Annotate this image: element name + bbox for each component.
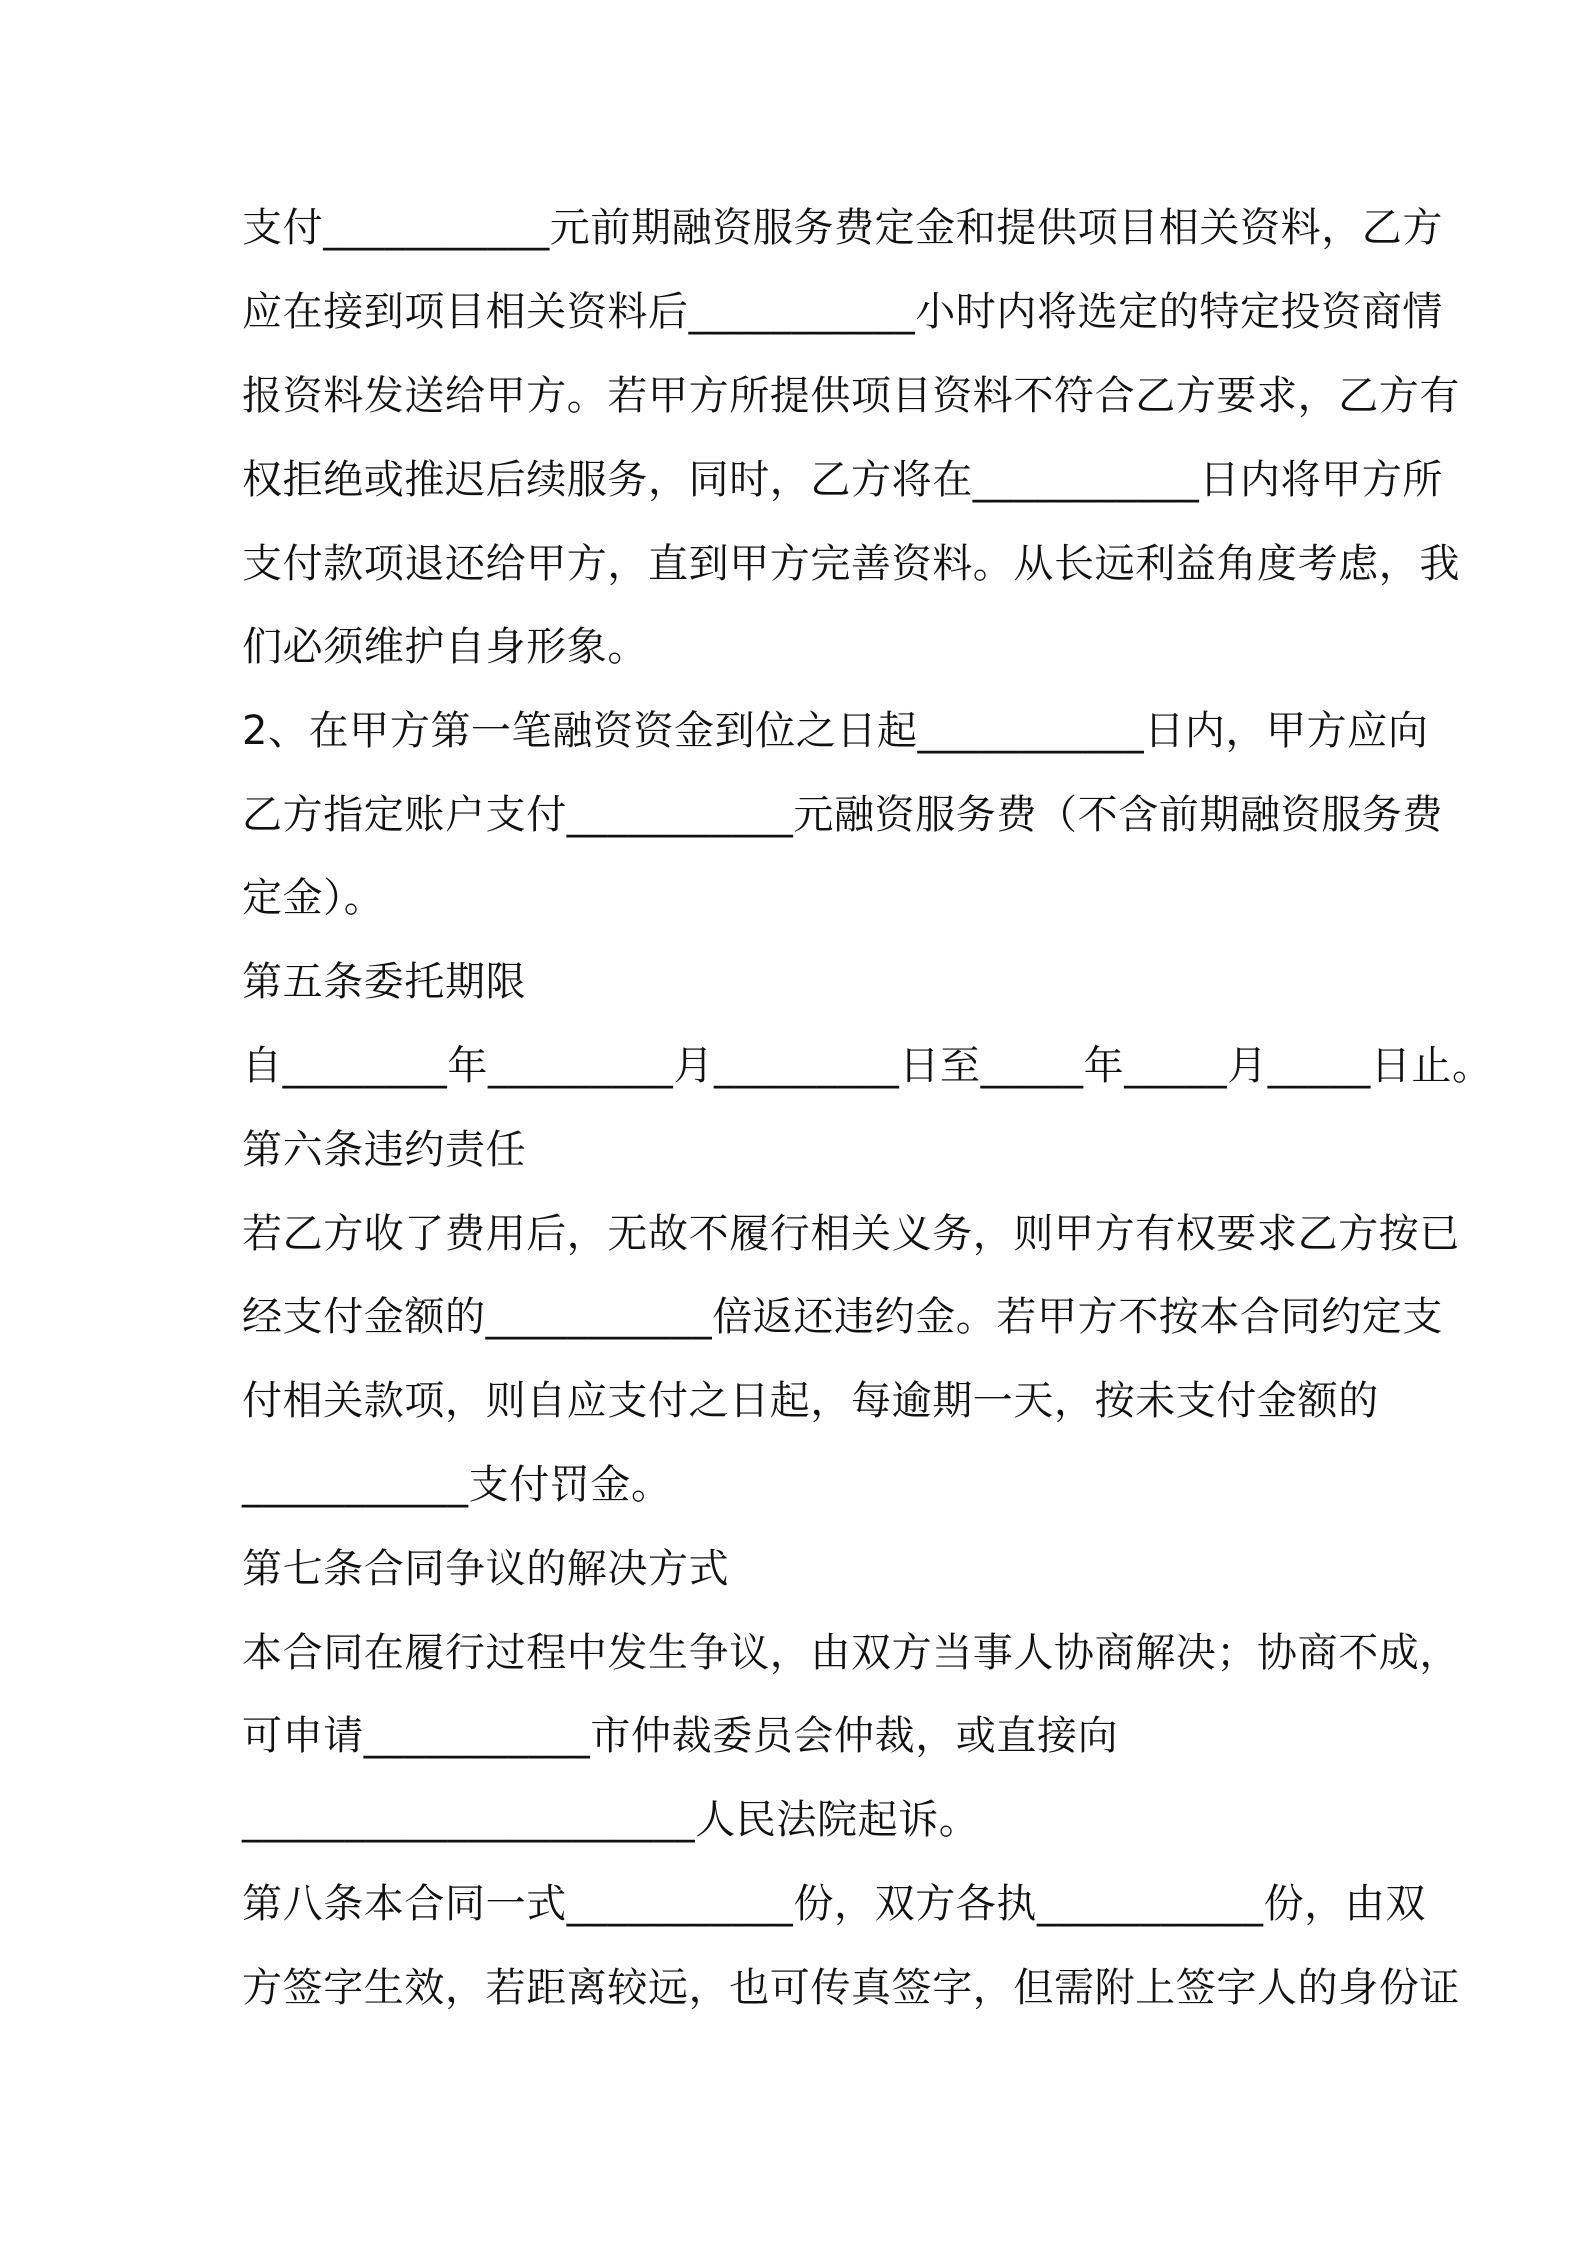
- paragraph-line: ______________________人民法院起诉。: [242, 1797, 980, 1843]
- paragraph-line: 付相关款项，则自应支付之日起，每逾期一天，按未支付金额的: [242, 1378, 1379, 1424]
- paragraph-line: ___________支付罚金。: [242, 1462, 672, 1508]
- paragraph-line: 经支付金额的___________倍返还违约金。若甲方不按本合同约定支: [242, 1294, 1443, 1340]
- section-heading: 第六条违约责任: [242, 1127, 527, 1173]
- paragraph-line: 支付款项退还给甲方，直到甲方完善资料。从长远利益角度考虑，我: [242, 541, 1460, 587]
- paragraph-line: 本合同在履行过程中发生争议，由双方当事人协商解决；协商不成，: [242, 1630, 1460, 1676]
- date-range-line: 自________年_________月_________日至_____年_____月_____日止。: [242, 1043, 1493, 1089]
- clause-line: 乙方指定账户支付___________元融资服务费（不含前期融资服务费: [242, 792, 1443, 838]
- paragraph-line: 报资料发送给甲方。若甲方所提供项目资料不符合乙方要求，乙方有: [242, 373, 1460, 419]
- section-heading: 第七条合同争议的解决方式: [242, 1546, 730, 1592]
- clause-line: 定金）。: [242, 875, 385, 921]
- paragraph-line: 权拒绝或推迟后续服务，同时，乙方将在___________日内将甲方所: [242, 457, 1443, 503]
- paragraph-line: 若乙方收了费用后，无故不履行相关义务，则甲方有权要求乙方按已: [242, 1211, 1460, 1257]
- paragraph-line: 可申请___________市仲裁委员会仲裁，或直接向: [242, 1713, 1119, 1759]
- paragraph-line: 支付___________元前期融资服务费定金和提供项目相关资料，乙方: [242, 205, 1443, 251]
- paragraph-line: 们必须维护自身形象。: [242, 624, 648, 670]
- section-heading: 第八条本合同一式___________份，双方各执___________份，由双: [242, 1881, 1426, 1927]
- section-heading: 第五条委托期限: [242, 959, 527, 1005]
- clause-line: 2、在甲方第一笔融资资金到位之日起___________日内，甲方应向: [242, 708, 1429, 754]
- paragraph-line: 应在接到项目相关资料后___________小时内将选定的特定投资商情: [242, 289, 1443, 335]
- paragraph-line: 方签字生效，若距离较远，也可传真签字，但需附上签字人的身份证: [242, 1965, 1460, 2011]
